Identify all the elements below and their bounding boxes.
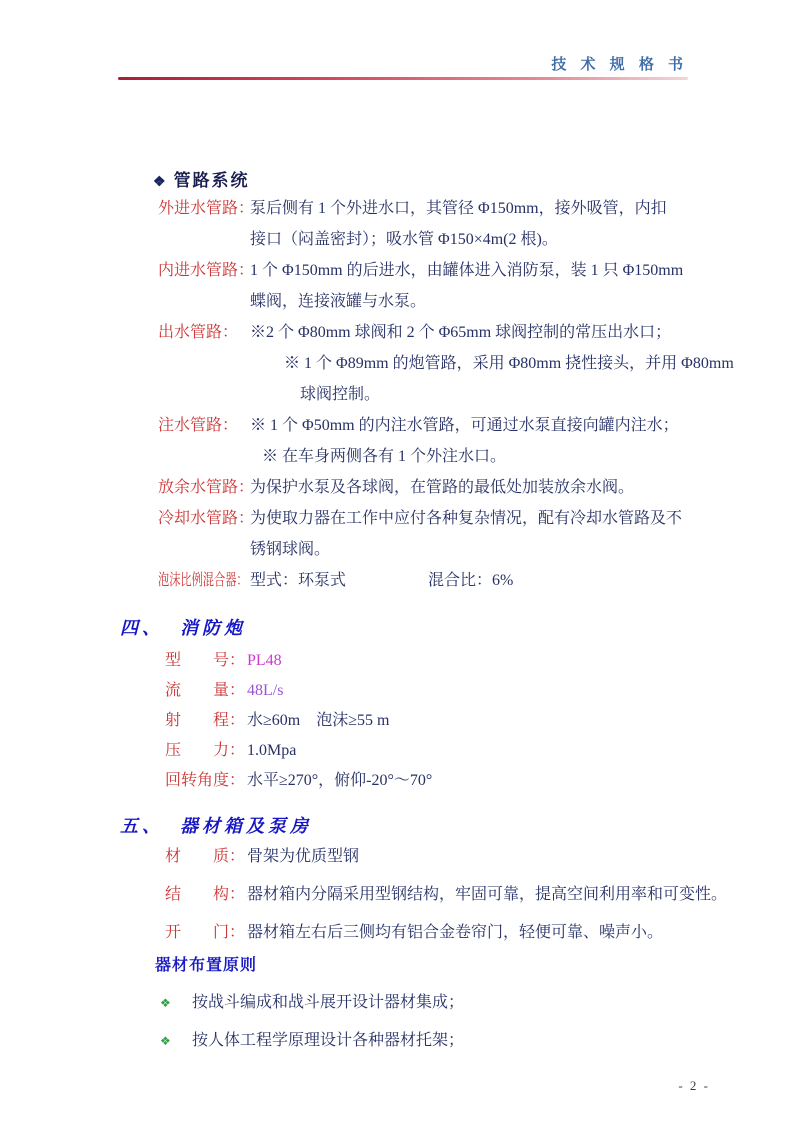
principle-item xyxy=(158,984,464,1022)
pipe-text-line: 为保护水泵及各球阀，在管路的最低处加装放余水阀。 xyxy=(250,479,635,496)
spec-label: 压 力： xyxy=(165,742,246,759)
pipe-text-line: 接口（闷盖密封）；吸水管 Φ150×4m(2 根)。 xyxy=(250,231,558,248)
spec-value: 1.0Mpa xyxy=(247,742,297,759)
principle-text: 按战斗编成和战斗展开设计器材集成； xyxy=(192,994,465,1011)
pipe-text-line: 球阀控制。 xyxy=(300,386,381,403)
pipe-item-label: 放余水管路： xyxy=(158,479,255,496)
pipe-item-label: 外进水管路： xyxy=(158,200,255,217)
section5-heading xyxy=(120,812,312,838)
piping-item-list xyxy=(158,193,778,596)
section5-rows xyxy=(165,838,785,952)
pipe-item-cooling xyxy=(158,503,778,565)
spec-row-structure xyxy=(165,876,785,914)
pipe-item-outlet xyxy=(158,317,778,410)
pipe-item-internal-inlet xyxy=(158,255,778,317)
spec-label: 材 质： xyxy=(165,848,246,865)
piping-section-heading xyxy=(153,166,250,191)
pipe-item-label xyxy=(158,565,250,596)
spec-value: PL48 xyxy=(247,652,282,669)
pipe-item-filling xyxy=(158,410,778,472)
spec-row-flow xyxy=(165,676,432,706)
pipe-item-label-text: 泡沫比例混合器： xyxy=(158,572,248,589)
diamond-icon: ❖ xyxy=(153,175,166,190)
spec-value: 水≥60m 泡沫≥55 m xyxy=(247,712,390,729)
principles-heading: 器材布置原则 xyxy=(155,957,258,974)
spec-row-material xyxy=(165,838,785,876)
spec-row-model xyxy=(165,646,432,676)
spec-value: 器材箱内分隔采用型钢结构，牢固可靠，提高空间利用率和可变性。 xyxy=(247,886,728,903)
diamond-bullet-icon: ❖ xyxy=(160,996,171,1010)
pipe-item-label: 内进水管路： xyxy=(158,262,255,279)
section5-number: 五、 xyxy=(120,816,164,836)
pipe-item-text xyxy=(250,193,778,255)
spec-label: 型 号： xyxy=(165,652,246,669)
pipe-item-external-inlet xyxy=(158,193,778,255)
header-rule xyxy=(118,77,688,80)
pipe-item-foam-mixer xyxy=(158,565,778,596)
spec-label: 开 门： xyxy=(165,924,246,941)
spec-row-doors xyxy=(165,914,785,952)
section4-rows xyxy=(165,646,432,796)
pipe-item-label: 冷却水管路： xyxy=(158,510,255,527)
pipe-item-label: 注水管路： xyxy=(158,417,239,434)
spec-value: 器材箱左右后三侧均有铝合金卷帘门，轻便可靠、噪声小。 xyxy=(247,924,664,941)
spec-row-pressure xyxy=(165,736,432,766)
pipe-text-line: 为使取力器在工作中应付各种复杂情况，配有冷却水管路及不 xyxy=(250,510,683,527)
pipe-text-line: ※ 1 个 Φ89mm 的炮管路，采用 Φ80mm 挠性接头，并用 Φ80mm xyxy=(284,355,734,372)
pipe-text-line: 1 个 Φ150mm 的后进水，由罐体进入消防泵，装 1 只 Φ150mm xyxy=(250,262,684,279)
pipe-text-line: 锈钢球阀。 xyxy=(250,541,331,558)
page-number: - 2 - xyxy=(678,1078,710,1093)
pipe-item-text xyxy=(250,255,778,317)
pipe-text-line xyxy=(250,565,778,596)
pipe-text-line: ※ 1 个 Φ50mm 的内注水管路，可通过水泵直接向罐内注水； xyxy=(250,417,679,434)
pipe-item-label: 出水管路： xyxy=(158,324,239,341)
pipe-item-drain xyxy=(158,472,778,503)
pipe-item-text xyxy=(250,317,778,410)
spec-row-rotation xyxy=(165,766,432,796)
spec-label: 回转角度： xyxy=(165,772,246,789)
spec-value: 骨架为优质型钢 xyxy=(247,848,360,865)
section4-title: 消防炮 xyxy=(180,618,246,638)
spec-label: 射 程： xyxy=(165,712,246,729)
spec-label: 结 构： xyxy=(165,886,246,903)
piping-heading-text: 管路系统 xyxy=(173,171,250,190)
pipe-item-text xyxy=(250,472,778,503)
header-title: 技 术 规 格 书 xyxy=(551,56,688,73)
foam-mixer-ratio: 混合比：6% xyxy=(428,572,514,589)
foam-mixer-type: 型式：环泵式 xyxy=(250,572,347,589)
pipe-text-line: 蝶阀，连接液罐与水泵。 xyxy=(250,293,427,310)
diamond-bullet-icon: ❖ xyxy=(160,1034,171,1048)
pipe-text-line: ※2 个 Φ80mm 球阀和 2 个 Φ65mm 球阀控制的常压出水口； xyxy=(250,324,672,341)
spec-row-range xyxy=(165,706,432,736)
pipe-item-text xyxy=(250,565,778,596)
spec-value: 48L/s xyxy=(247,682,284,699)
pipe-text-line: 泵后侧有 1 个外进水口，其管径 Φ150mm，接外吸管，内扣 xyxy=(250,200,667,217)
spec-label: 流 量： xyxy=(165,682,246,699)
pipe-item-text xyxy=(250,410,778,472)
section4-number: 四、 xyxy=(120,618,164,638)
principle-item xyxy=(158,1022,464,1060)
principles-list xyxy=(158,984,464,1060)
spec-value: 水平≥270°，俯仰-20°～70° xyxy=(247,772,433,789)
pipe-text-line: ※ 在车身两侧各有 1 个外注水口。 xyxy=(262,448,507,465)
pipe-item-text xyxy=(250,503,778,565)
principle-text: 按人体工程学原理设计各种器材托架； xyxy=(192,1032,465,1049)
section4-heading xyxy=(120,614,246,640)
section5-title: 器材箱及泵房 xyxy=(180,816,312,836)
